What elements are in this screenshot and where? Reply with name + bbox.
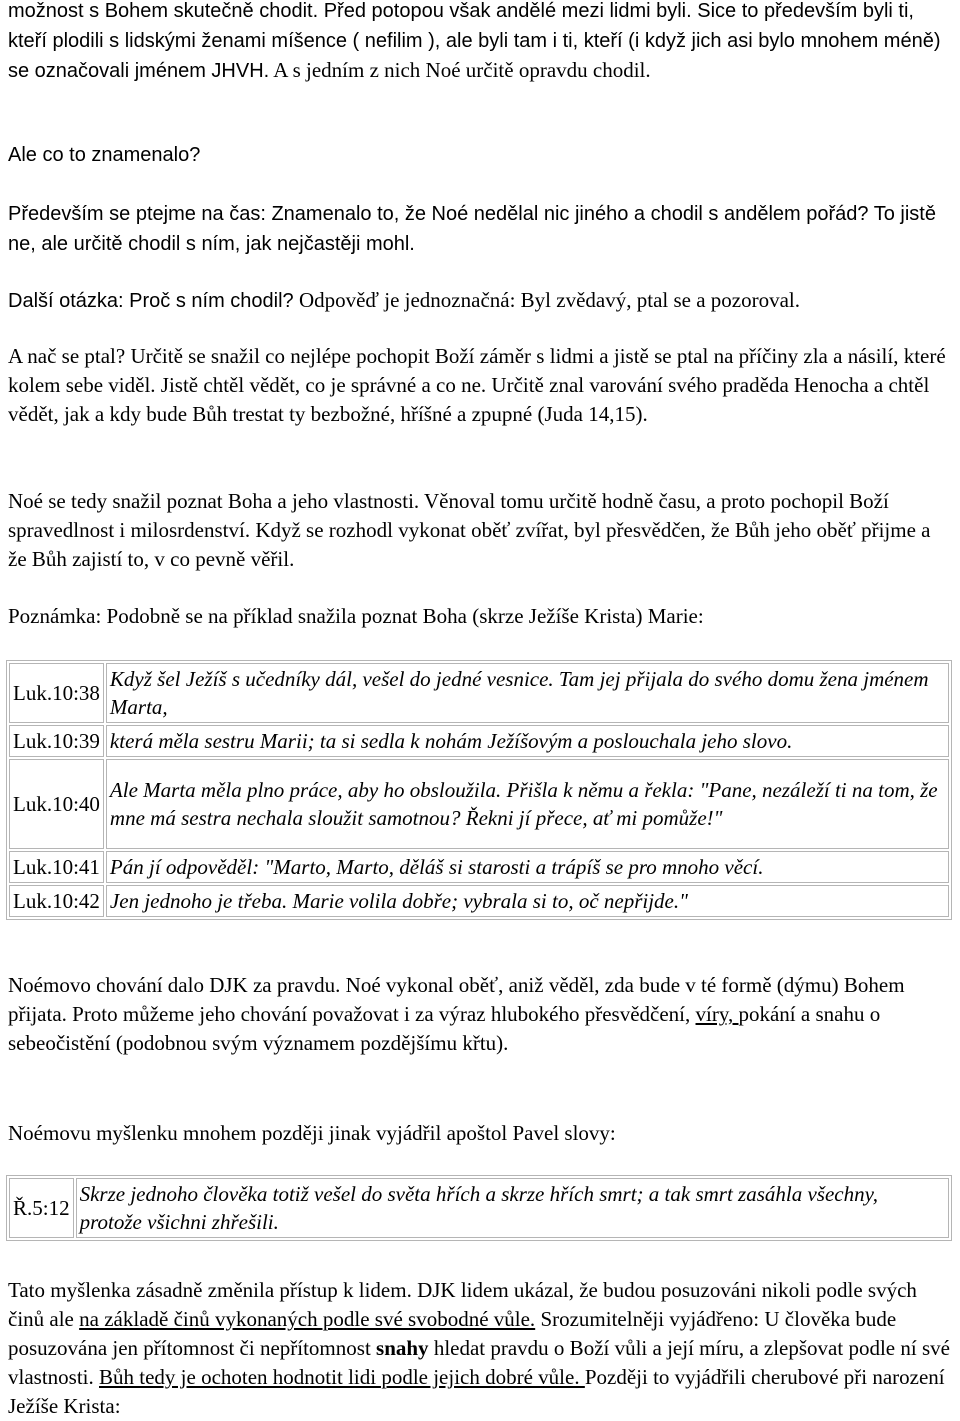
paragraph-5: A nač se ptal? Určitě se snažil co nejlépe pochopit Boží záměr s lidmi a jistě se ptal na příčiny zla a násilí, které kolem sebe viděl. Jistě chtěl vědět, co je správné a co ne. Určitě znal varování svého praděda Henocha a chtěl vědět, jak a kdy bude Bůh trestat ty bezbožné, hříšné a zpupné (Juda 14,15). [8, 344, 946, 426]
verse-ref: Luk.10:41 [9, 851, 104, 883]
paragraph-1 [8, 0, 952, 86]
verse-text: která měla sestru Marii; ta si sedla k nohám Ježíšovým a poslouchala jeho slovo. [106, 725, 949, 757]
paragraph-1-text-a: možnost s Bohem skutečně chodit. Před potopou však andělé mezi lidmi byli. Sice to především byli ti, kteří plodili s lidskými ženami míšence ( nefilim ), ale byli tam i ti, kteří (i když jich asi bylo mnohem méně) se označovali jménem JHVH. [8, 0, 941, 82]
table-row [9, 1178, 949, 1238]
paragraph-4-text-a: Další otázka: Proč s ním chodil? [8, 290, 294, 312]
table-row [9, 663, 949, 723]
table-row [9, 851, 949, 883]
paragraph-4 [8, 286, 952, 316]
verse-ref: Luk.10:42 [9, 885, 104, 917]
paragraph-10-text-c: hledat pravdu o Boží vůli a její míru, a zlepšovat podle ní své vlastnosti. [8, 1336, 950, 1389]
paragraph-10-text-a: Tato myšlenka zásadně změnila přístup k lidem. DJK lidem ukázal, že budou posuzováni nikoli podle svých činů ale [8, 1278, 917, 1331]
verse-ref: Ř.5:12 [9, 1178, 74, 1238]
paragraph-7: Poznámka: Podobně se na příklad snažila poznat Boha (skrze Ježíše Krista) Marie: [8, 604, 704, 628]
verse-table [6, 660, 952, 920]
paragraph-8 [8, 971, 952, 1058]
paragraph-8-underlined: víry, [695, 1002, 739, 1026]
table-row [9, 885, 949, 917]
verse-text: Když šel Ježíš s učedníky dál, vešel do jedné vesnice. Tam jej přijala do svého domu žena jménem Marta, [106, 663, 949, 723]
verse-ref: Luk.10:39 [9, 725, 104, 757]
paragraph-10-text-b: Srozumitelněji vyjádřeno: U člověka bude posuzována jen přítomnost či nepřítomnost [8, 1307, 897, 1360]
paragraph-10-underlined-1: na základě činů vykonaných podle své svobodné vůle. [79, 1307, 536, 1331]
table-row [9, 725, 949, 757]
verse-ref: Luk.10:40 [9, 759, 104, 849]
paragraph-8-text-a: Noémovo chování dalo DJK za pravdu. Noé vykonal oběť, aniž věděl, zda bude v té formě (dýmu) Bohem přijata. Proto můžeme jeho chování považovat i za výraz hlubokého přesvědčení, [8, 973, 905, 1026]
verse-ref: Luk.10:38 [9, 663, 104, 723]
verse-table [6, 1175, 952, 1241]
verse-text: Jen jednoho je třeba. Marie volila dobře; vybrala si to, oč nepřijde." [106, 885, 949, 917]
paragraph-2: Ale co to znamenalo? [8, 144, 201, 166]
paragraph-1-text-b: A s jedním z nich Noé určitě opravdu chodil. [269, 58, 651, 82]
paragraph-3-text-a: Především se ptejme na čas: Znamenalo to, že Noé nedělal nic jiného a chodil s andělem pořád? [8, 203, 869, 225]
paragraph-8-text-b: pokání a snahu o sebeočistění (podobnou svým významem pozdějšímu křtu). [8, 1002, 881, 1055]
paragraph-9: Noémovu myšlenku mnohem později jinak vyjádřil apoštol Pavel slovy: [8, 1121, 616, 1145]
paragraph-10-bold: snahy [376, 1336, 429, 1360]
verse-text: Skrze jednoho člověka totiž vešel do světa hřích a skrze hřích smrt; a tak smrt zasáhla všechny, protože všichni zhřešili. [76, 1178, 949, 1238]
verse-table-romans [8, 1175, 954, 1241]
paragraph-10-underlined-2: Bůh tedy je ochoten hodnotit lidi podle jejich dobré vůle. [99, 1365, 585, 1389]
table-row [9, 759, 949, 849]
paragraph-3-text-b: To jistě ne, ale určitě chodil s ním, jak nejčastěji mohl. [8, 203, 936, 255]
verse-text: Ale Marta měla plno práce, aby ho obsloužila. Přišla k němu a řekla: "Pane, nezáleží ti na tom, že mne má sestra nechala sloužit samotnou? Řekni jí přece, ať mi pomůže!" [106, 759, 949, 849]
verse-text: Pán jí odpověděl: "Marto, Marto, děláš si starosti a trápíš se pro mnoho věcí. [106, 851, 949, 883]
paragraph-3 [8, 199, 952, 259]
verse-table-luke [8, 660, 954, 920]
paragraph-6: Noé se tedy snažil poznat Boha a jeho vlastnosti. Věnoval tomu určitě hodně času, a proto pochopil Boží spravedlnost i milosrdenství. Když se rozhodl vykonat oběť zvířat, byl přesvědčen, že Bůh jeho oběť přijme a že Bůh zajistí to, v co pevně věřil. [8, 489, 931, 571]
paragraph-10 [8, 1276, 952, 1421]
paragraph-4-text-b: Odpověď je jednoznačná: Byl zvědavý, ptal se a pozoroval. [293, 288, 801, 312]
paragraph-10-text-d: Později to vyjádřili cherubové při narození Ježíše Krista: [8, 1365, 945, 1418]
